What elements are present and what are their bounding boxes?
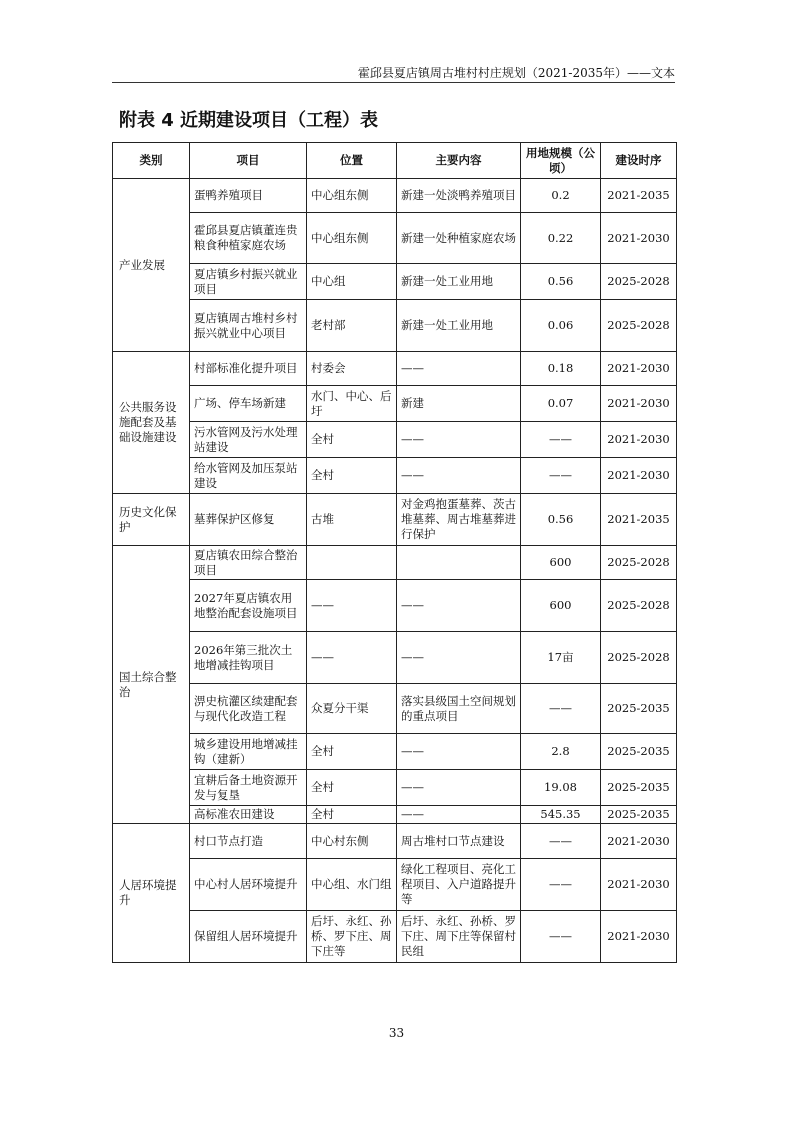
content-cell xyxy=(397,546,521,580)
area-cell: —— xyxy=(521,422,601,458)
area-cell: 0.18 xyxy=(521,352,601,386)
category-cell: 人居环境提升 xyxy=(113,824,190,963)
area-cell: 0.2 xyxy=(521,179,601,213)
header-rule xyxy=(112,82,675,83)
location-cell: 古堆 xyxy=(307,494,397,546)
table-row xyxy=(113,300,677,352)
header-area: 用地规模（公顷） xyxy=(521,143,601,179)
content-cell: 新建一处工业用地 xyxy=(397,300,521,352)
content-cell: 绿化工程项目、亮化工程项目、入户道路提升等 xyxy=(397,859,521,911)
content-cell: 新建一处淡鸭养殖项目 xyxy=(397,179,521,213)
area-cell: —— xyxy=(521,458,601,494)
area-cell: 0.22 xyxy=(521,213,601,264)
period-cell: 2021-2035 xyxy=(601,494,677,546)
table-row xyxy=(113,386,677,422)
project-cell: 城乡建设用地增减挂钩（建新） xyxy=(190,734,307,770)
area-cell: 0.06 xyxy=(521,300,601,352)
category-cell: 历史文化保护 xyxy=(113,494,190,546)
location-cell: 全村 xyxy=(307,734,397,770)
period-cell: 2025-2028 xyxy=(601,632,677,684)
area-cell: 2.8 xyxy=(521,734,601,770)
area-cell: 0.56 xyxy=(521,264,601,300)
project-cell: 村口节点打造 xyxy=(190,824,307,859)
location-cell: 中心村东侧 xyxy=(307,824,397,859)
period-cell: 2021-2035 xyxy=(601,179,677,213)
header-location: 位置 xyxy=(307,143,397,179)
content-cell: 落实县级国土空间规划的重点项目 xyxy=(397,684,521,734)
location-cell: —— xyxy=(307,580,397,632)
period-cell: 2021-2030 xyxy=(601,824,677,859)
period-cell: 2025-2028 xyxy=(601,546,677,580)
period-cell: 2025-2028 xyxy=(601,264,677,300)
table-row xyxy=(113,422,677,458)
area-cell: —— xyxy=(521,911,601,963)
period-cell: 2021-2030 xyxy=(601,422,677,458)
project-cell: 霍邱县夏店镇董连贵粮食种植家庭农场 xyxy=(190,213,307,264)
period-cell: 2025-2035 xyxy=(601,684,677,734)
period-cell: 2025-2035 xyxy=(601,734,677,770)
location-cell: 中心组、水门组 xyxy=(307,859,397,911)
project-cell: 墓葬保护区修复 xyxy=(190,494,307,546)
period-cell: 2021-2030 xyxy=(601,386,677,422)
header-project: 项目 xyxy=(190,143,307,179)
period-cell: 2021-2030 xyxy=(601,458,677,494)
project-cell: 广场、停车场新建 xyxy=(190,386,307,422)
content-cell: 后圩、永红、孙桥、罗下庄、周下庄等保留村民组 xyxy=(397,911,521,963)
location-cell: 中心组东侧 xyxy=(307,213,397,264)
project-cell: 村部标准化提升项目 xyxy=(190,352,307,386)
location-cell: 村委会 xyxy=(307,352,397,386)
period-cell: 2021-2030 xyxy=(601,859,677,911)
content-cell: 新建一处工业用地 xyxy=(397,264,521,300)
period-cell: 2021-2030 xyxy=(601,911,677,963)
table-body xyxy=(113,179,677,963)
content-cell: —— xyxy=(397,734,521,770)
location-cell: 水门、中心、后圩 xyxy=(307,386,397,422)
area-cell: 0.56 xyxy=(521,494,601,546)
project-cell: 高标准农田建设 xyxy=(190,806,307,824)
table-row xyxy=(113,580,677,632)
table-row xyxy=(113,546,677,580)
project-cell: 夏店镇周古堆村乡村振兴就业中心项目 xyxy=(190,300,307,352)
area-cell: —— xyxy=(521,824,601,859)
location-cell: 中心组 xyxy=(307,264,397,300)
area-cell: —— xyxy=(521,684,601,734)
location-cell: 众夏分干渠 xyxy=(307,684,397,734)
area-cell: 545.35 xyxy=(521,806,601,824)
project-cell: 宜耕后备土地资源开发与复垦 xyxy=(190,770,307,806)
content-cell: —— xyxy=(397,770,521,806)
location-cell: 中心组东侧 xyxy=(307,179,397,213)
project-cell: 给水管网及加压泵站建设 xyxy=(190,458,307,494)
location-cell: 后圩、永红、孙桥、罗下庄、周下庄等 xyxy=(307,911,397,963)
location-cell: 老村部 xyxy=(307,300,397,352)
location-cell: 全村 xyxy=(307,458,397,494)
project-cell: 保留组人居环境提升 xyxy=(190,911,307,963)
running-header: 霍邱县夏店镇周古堆村村庄规划（2021-2035年）——文本 xyxy=(357,66,675,80)
period-cell: 2021-2030 xyxy=(601,352,677,386)
table-row xyxy=(113,911,677,963)
table-title: 附表 4 近期建设项目（工程）表 xyxy=(119,110,379,131)
content-cell: 对金鸡抱蛋墓葬、茨古堆墓葬、周古堆墓葬进行保护 xyxy=(397,494,521,546)
project-cell: 污水管网及污水处理站建设 xyxy=(190,422,307,458)
table-header-row xyxy=(113,143,677,179)
project-cell: 蛋鸭养殖项目 xyxy=(190,179,307,213)
category-cell: 产业发展 xyxy=(113,179,190,352)
area-cell: 600 xyxy=(521,580,601,632)
content-cell: —— xyxy=(397,806,521,824)
table-row xyxy=(113,179,677,213)
content-cell: 新建一处种植家庭农场 xyxy=(397,213,521,264)
page-number: 33 xyxy=(388,1026,405,1040)
location-cell: 全村 xyxy=(307,770,397,806)
table-row xyxy=(113,458,677,494)
table-row xyxy=(113,824,677,859)
category-cell: 公共服务设施配套及基础设施建设 xyxy=(113,352,190,494)
period-cell: 2025-2035 xyxy=(601,770,677,806)
area-cell: 600 xyxy=(521,546,601,580)
content-cell: 周古堆村口节点建设 xyxy=(397,824,521,859)
table-row xyxy=(113,494,677,546)
area-cell: 19.08 xyxy=(521,770,601,806)
project-cell: 中心村人居环境提升 xyxy=(190,859,307,911)
table-row xyxy=(113,213,677,264)
location-cell xyxy=(307,546,397,580)
location-cell: 全村 xyxy=(307,806,397,824)
table-row xyxy=(113,770,677,806)
table-row xyxy=(113,806,677,824)
table-row xyxy=(113,632,677,684)
project-cell: 夏店镇农田综合整治项目 xyxy=(190,546,307,580)
period-cell: 2025-2035 xyxy=(601,806,677,824)
content-cell: —— xyxy=(397,632,521,684)
project-cell: 淠史杭灌区续建配套与现代化改造工程 xyxy=(190,684,307,734)
period-cell: 2025-2028 xyxy=(601,300,677,352)
area-cell: —— xyxy=(521,859,601,911)
header-content: 主要内容 xyxy=(397,143,521,179)
period-cell: 2021-2030 xyxy=(601,213,677,264)
content-cell: —— xyxy=(397,580,521,632)
header-period: 建设时序 xyxy=(601,143,677,179)
content-cell: —— xyxy=(397,458,521,494)
category-cell: 国土综合整治 xyxy=(113,546,190,824)
construction-projects-table xyxy=(112,142,677,963)
table-row xyxy=(113,859,677,911)
table-row xyxy=(113,352,677,386)
project-cell: 2027年夏店镇农用地整治配套设施项目 xyxy=(190,580,307,632)
location-cell: —— xyxy=(307,632,397,684)
header-category: 类别 xyxy=(113,143,190,179)
area-cell: 17亩 xyxy=(521,632,601,684)
content-cell: —— xyxy=(397,352,521,386)
project-cell: 2026年第三批次土地增减挂钩项目 xyxy=(190,632,307,684)
table-row xyxy=(113,264,677,300)
location-cell: 全村 xyxy=(307,422,397,458)
area-cell: 0.07 xyxy=(521,386,601,422)
table-row xyxy=(113,734,677,770)
content-cell: 新建 xyxy=(397,386,521,422)
table-row xyxy=(113,684,677,734)
project-cell: 夏店镇乡村振兴就业项目 xyxy=(190,264,307,300)
content-cell: —— xyxy=(397,422,521,458)
period-cell: 2025-2028 xyxy=(601,580,677,632)
